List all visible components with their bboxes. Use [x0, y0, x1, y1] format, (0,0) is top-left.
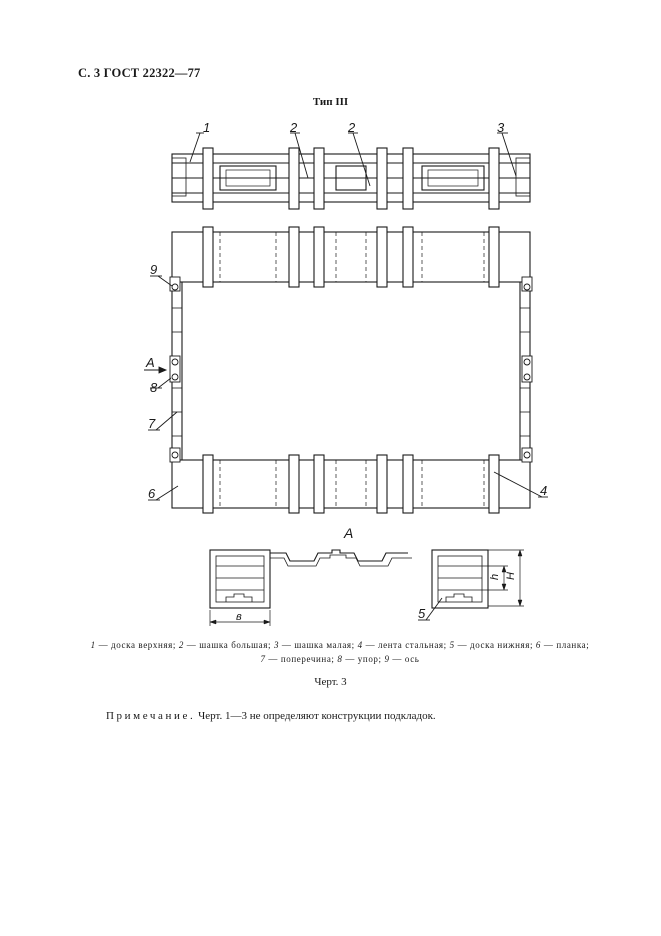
- legend-item-7: 7 — поперечина;: [260, 654, 338, 664]
- callout-7: 7: [148, 416, 156, 431]
- side-view: [172, 148, 530, 209]
- callout-2b: 2: [348, 120, 356, 135]
- legend-item-8: 8 — упор;: [337, 654, 385, 664]
- section-label: А: [344, 525, 354, 541]
- callout-5: 5: [418, 606, 426, 621]
- figure-legend: [90, 638, 590, 666]
- legend-item-6: 6 — планка;: [535, 640, 590, 650]
- note-text: Черт. 1—3 не определяют конструкции подкладок.: [195, 710, 436, 722]
- note-label: Примечание.: [106, 710, 196, 722]
- callout-6: 6: [148, 486, 156, 501]
- plan-view: [170, 227, 532, 513]
- view-arrow-label: А: [146, 355, 155, 370]
- section-a: [210, 550, 524, 626]
- callout-1: 1: [203, 120, 211, 135]
- figure-type-label: Тип III: [312, 96, 349, 108]
- note: [106, 710, 436, 722]
- legend-item-5: 5 — доска нижняя;: [449, 640, 536, 650]
- legend-item-3: 3 — шашка малая;: [273, 640, 358, 650]
- callout-4: 4: [540, 483, 548, 498]
- legend-item-2: 2 — шашка большая;: [178, 640, 274, 650]
- legend-item-4: 4 — лента стальная;: [357, 640, 450, 650]
- figure-caption: Черт. 3: [314, 676, 347, 688]
- legend-item-9: 9 — ось: [384, 654, 420, 664]
- dimension-height-total: Н: [505, 572, 517, 580]
- page-header: С. 3 ГОСТ 22322—77: [78, 66, 201, 80]
- dimension-height-inner: h: [489, 573, 501, 580]
- callout-2a: 2: [290, 120, 298, 135]
- callout-8: 8: [150, 380, 158, 395]
- dimension-width: в: [236, 611, 242, 623]
- legend-item-1: 1 — доска верхняя;: [90, 640, 179, 650]
- callout-3: 3: [497, 120, 505, 135]
- callout-9: 9: [150, 262, 158, 277]
